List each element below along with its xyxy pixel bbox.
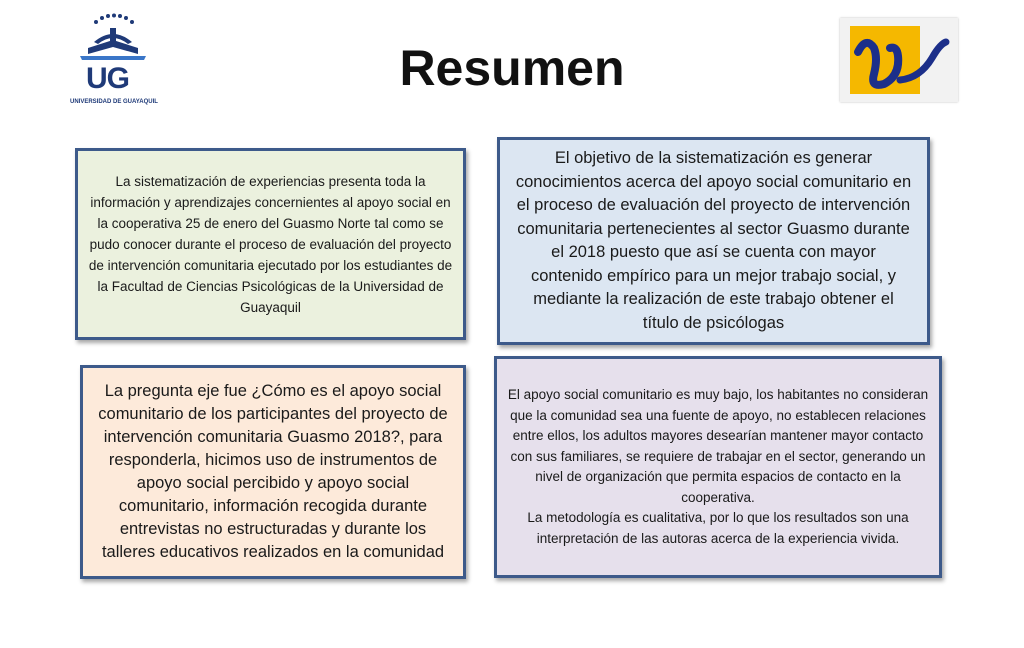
- objective-text: El objetivo de la sistematización es generar conocimientos acerca del apoyo social comunitario en el proceso de evaluación del proyecto de intervención comunitaria pertenecientes al sector Guasmo durante el 2018 puesto que así se cuenta con mayor contenido empírico para un mejor trabajo social, y mediante la realización de este trabajo obtener el título de psicólogas: [515, 149, 912, 332]
- yellow-blue-logo-icon: [840, 18, 958, 102]
- results-text: El apoyo social comunitario es muy bajo, los habitantes no consideran que la comunidad sea una fuente de apoyo, no establecen relaciones entre ellos, los adultos mayores desearían mantener mayor contacto con sus familiares, se requiere de trabajar en el sector, generando un nivel de organización que permita espacios de contacto en la cooperativa.: [507, 387, 929, 505]
- methodology-text: La metodología es cualitativa, por lo que los resultados son una interpretación de las autoras acerca de la experiencia vivida.: [527, 510, 909, 546]
- summary-box-question: [80, 365, 466, 579]
- summary-box-objective: [497, 137, 930, 345]
- university-name: UNIVERSIDAD DE GUAYAQUIL: [70, 99, 158, 105]
- partner-logo: [840, 18, 958, 102]
- slide-title: Resumen: [399, 40, 625, 96]
- summary-box-results: [494, 356, 942, 578]
- question-text: La pregunta eje fue ¿Cómo es el apoyo social comunitario de los participantes del proyecto de intervención comunitaria Guasmo 2018?, para responderla, hicimos uso de instrumentos de apoyo social percibido y apoyo social comunitario, información recogida durante entrevistas no estructuradas y durante los talleres educativos realizados en la comunidad: [98, 382, 448, 561]
- context-text: La sistematización de experiencias presenta toda la información y aprendizajes concernientes al apoyo social en la cooperativa 25 de enero del Guasmo Norte tal como se pudo conocer durante el proceso de evaluación del proyecto de intervención comunitaria ejecutado por los estudiantes de la Facultad de Ciencias Psicológicas de la Universidad de Guayaquil: [88, 173, 453, 315]
- university-abbreviation: UG: [86, 62, 129, 95]
- summary-box-context: [75, 148, 466, 340]
